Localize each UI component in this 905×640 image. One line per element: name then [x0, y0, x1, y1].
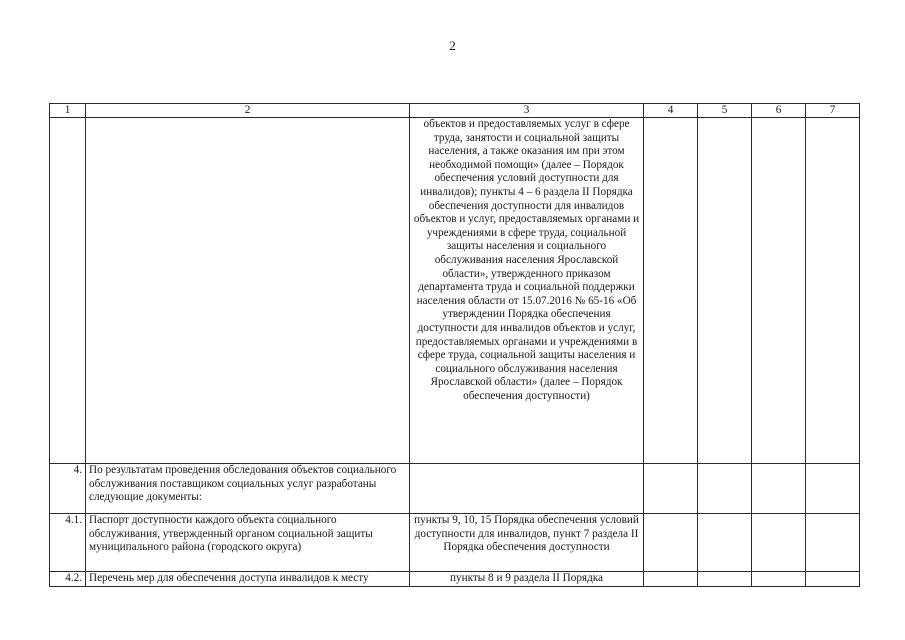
row-description: Паспорт доступности каждого объекта социального обслуживания, утвержденный органом социальной защиты муниципального района (городского округа) — [86, 514, 410, 572]
row-description: Перечень мер для обеспечения доступа инвалидов к месту — [86, 572, 410, 587]
table-row — [50, 572, 860, 587]
page-number: 2 — [449, 38, 456, 53]
empty-cell — [752, 464, 806, 514]
empty-cell — [644, 572, 698, 587]
empty-cell — [644, 118, 698, 464]
row-legal-basis — [410, 464, 644, 514]
empty-cell — [644, 464, 698, 514]
empty-cell — [698, 118, 752, 464]
empty-cell — [644, 514, 698, 572]
column-header: 7 — [806, 104, 860, 118]
empty-cell — [806, 464, 860, 514]
empty-cell — [806, 572, 860, 587]
empty-cell — [806, 514, 860, 572]
column-header: 5 — [698, 104, 752, 118]
row-number — [50, 118, 86, 464]
requirements-table — [49, 103, 860, 587]
row-legal-basis: пункты 8 и 9 раздела II Порядка — [410, 572, 644, 587]
table-row — [50, 118, 860, 464]
table-row — [50, 514, 860, 572]
column-header: 3 — [410, 104, 644, 118]
column-header: 4 — [644, 104, 698, 118]
empty-cell — [698, 572, 752, 587]
column-header: 6 — [752, 104, 806, 118]
column-header-row — [50, 104, 860, 118]
row-description: По результатам проведения обследования объектов социального обслуживания поставщиком социальных услуг разработаны следующие документы: — [86, 464, 410, 514]
row-number: 4. — [50, 464, 86, 514]
column-header: 2 — [86, 104, 410, 118]
column-header: 1 — [50, 104, 86, 118]
empty-cell — [752, 572, 806, 587]
empty-cell — [752, 514, 806, 572]
row-number: 4.1. — [50, 514, 86, 572]
table-row — [50, 464, 860, 514]
empty-cell — [698, 514, 752, 572]
row-number: 4.2. — [50, 572, 86, 587]
empty-cell — [698, 464, 752, 514]
empty-cell — [806, 118, 860, 464]
row-legal-basis: пункты 9, 10, 15 Порядка обеспечения условий доступности для инвалидов, пункт 7 раздела II Порядка обеспечения доступности — [410, 514, 644, 572]
empty-cell — [752, 118, 806, 464]
row-description — [86, 118, 410, 464]
row-legal-basis: объектов и предоставляемых услуг в сфере труда, занятости и социальной защиты населения, а также оказания им при этом необходимой помощи» (далее – Порядок обеспечения условий доступности для инвалидов); пункты 4 – 6 раздела II Порядка обеспечения доступности для инвалидов объектов и услуг, предоставляемых органами и учреждениями в сфере труда, социальной защиты населения и социального обслуживания населения Ярославской области», утвержденного приказом департамента труда и социальной поддержки населения области от 15.07.2016 № 65-16 «Об утверждении Порядка обеспечения доступности для инвалидов объектов и услуг, предоставляемых органами и учреждениями в сфере труда, социальной защиты населения и социального обслуживания населения Ярославской области» (далее – Порядок обеспечения доступности) — [410, 118, 644, 464]
